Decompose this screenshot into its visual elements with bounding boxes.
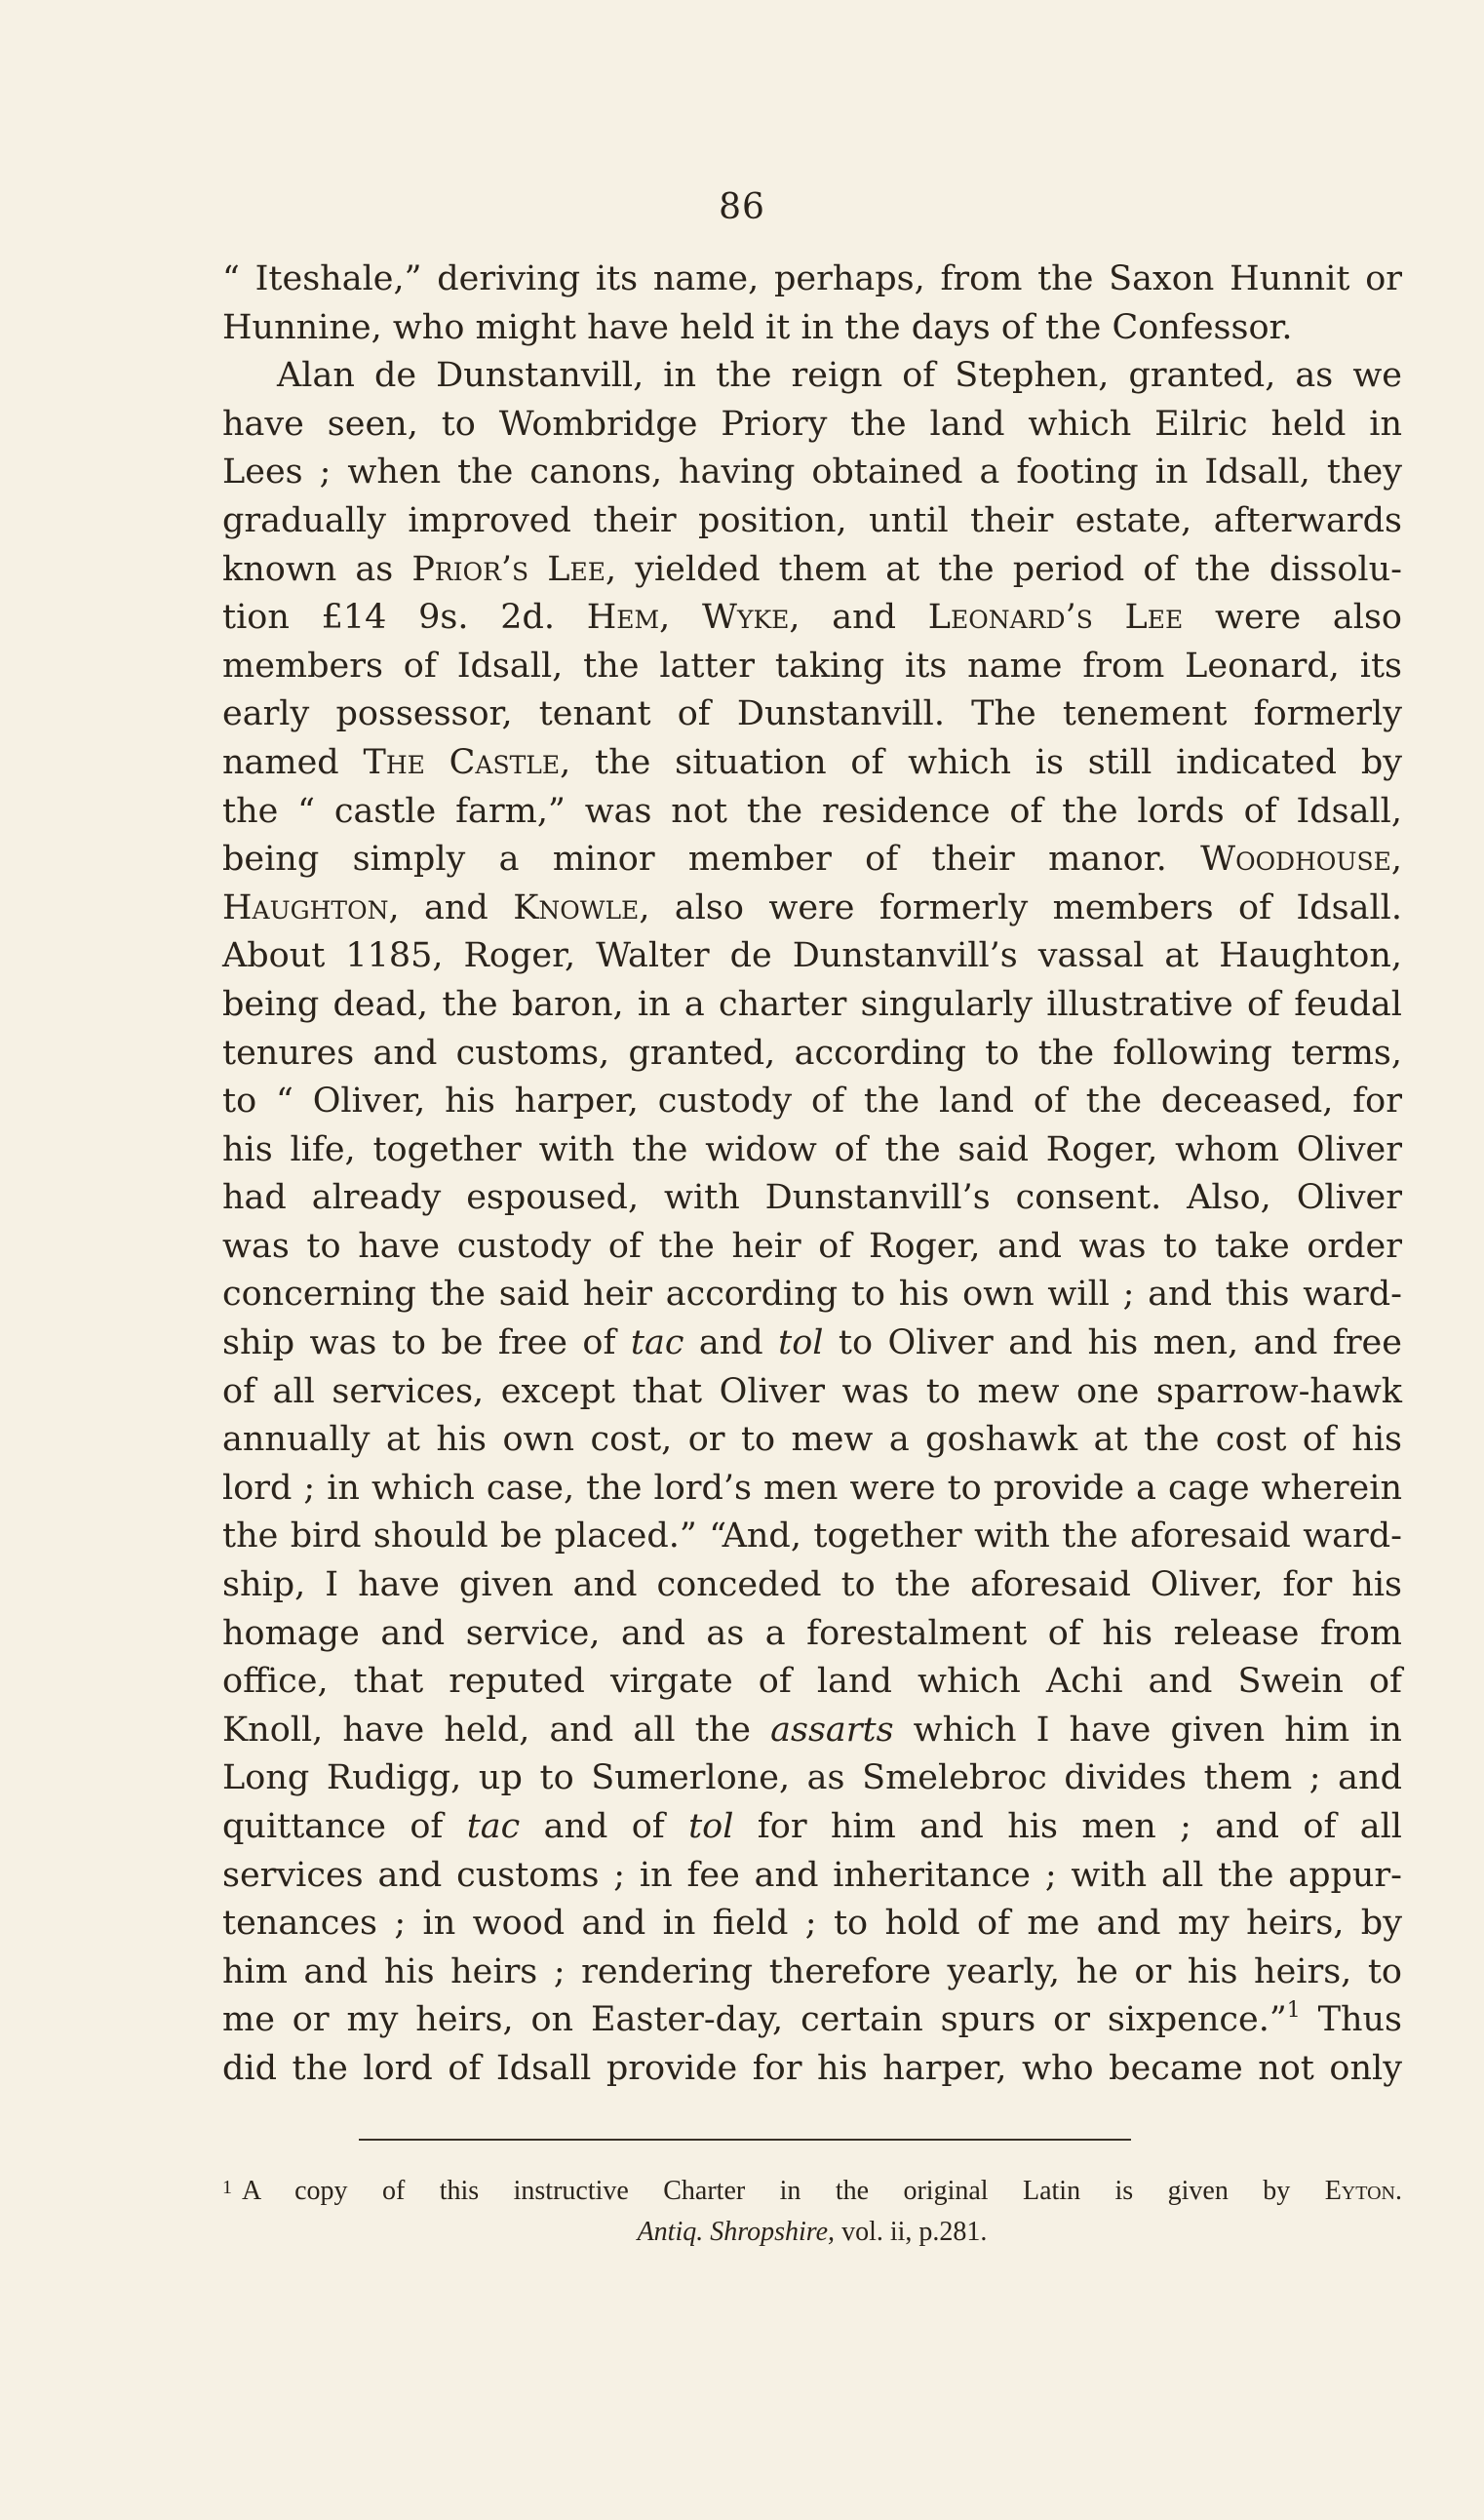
text-line: named The Castle, the situation of which is still indicated by [222,742,1402,782]
place-name: Hem [586,598,660,638]
text-line: early possessor, tenant of Dunstanvill. The tenement formerly [222,694,1402,734]
text-line: tenances ; in wood and in field ; to hold of me and my heirs, by [222,1904,1402,1944]
text-line: About 1185, Roger, Walter de Dunstanvill’s vassal at Haughton, [222,936,1402,976]
latin-term: tol [778,1323,824,1363]
latin-term: tol [688,1807,734,1846]
latin-term: tac [630,1323,684,1363]
text-line: services and customs ; in fee and inheritance ; with all the appur- [222,1855,1402,1895]
body-text [222,256,1402,2094]
text-line: me or my heirs, on Easter-day, certain spurs or sixpence.”$^1$ Thus [222,1997,1402,2040]
place-name: Woodhouse [1200,840,1391,880]
text-line: tenures and customs, granted, according to the following terms, [222,1033,1402,1073]
place-name: Haughton [222,887,389,927]
text-line: gradually improved their position, until their estate, afterwards [222,500,1402,540]
text-line: Knoll, have held, and all the assarts which I have given him in [222,1710,1402,1750]
place-name: Leonard’s Lee [927,598,1184,638]
footnote-marker: 1 [222,2177,232,2198]
latin-term: assarts [770,1710,894,1750]
text-line: have seen, to Wombridge Priory the land which Eilric held in [222,404,1402,444]
text-line: him and his heirs ; rendering therefore yearly, he or his heirs, to [222,1951,1402,1991]
text-line: Hunnine, who might have held it in the days of the Confessor. [222,307,1293,347]
text-line: “ Iteshale,” deriving its name, perhaps, from the Saxon Hunnit or [222,259,1402,298]
place-name: Knowle [513,887,640,927]
text-line: ship, I have given and conceded to the aforesaid Oliver, for his [222,1565,1402,1605]
footnote-line: $^1$ A copy of this instructive Charter in the original Latin is given by Eyton. [222,2176,1402,2206]
text-line: had already espoused, with Dunstanvill’s consent. Also, Oliver [222,1178,1402,1218]
place-name: The Castle [363,742,561,782]
footnote-divider [359,2139,1131,2141]
text-line: being dead, the baron, in a charter singularly illustrative of feudal [222,984,1402,1024]
text-line: homage and service, and as a forestalment of his release from [222,1613,1402,1653]
text-line: Lees ; when the canons, having obtained a footing in Idsall, they [222,453,1402,492]
text-line: did the lord of Idsall provide for his harper, who became not only [222,2048,1402,2088]
text-line: the “ castle farm,” was not the residence of the lords of Idsall, [222,791,1402,831]
text-line: lord ; in which case, the lord’s men were to provide a cage wherein [222,1468,1402,1508]
text-line: tion £14 9s. 2d. Hem, Wyke, and Leonard’s Lee were also [222,598,1402,638]
footnote-author: Eyton [1324,2176,1395,2206]
text-line: known as Prior’s Lee, yielded them at the period of the dissolu- [222,549,1402,589]
footnote [222,2171,1402,2253]
text-line: Haughton, and Knowle, also were formerly members of Idsall. [222,887,1402,927]
text-line: of all services, except that Oliver was to mew one sparrow-hawk [222,1371,1402,1411]
text-line: office, that reputed virgate of land which Achi and Swein of [222,1662,1402,1702]
place-name: Prior’s Lee [411,549,605,589]
text-line: annually at his own cost, or to mew a goshawk at the cost of his [222,1420,1402,1460]
text-line: was to have custody of the heir of Roger, and was to take order [222,1226,1402,1266]
text-line: ship was to be free of tac and tol to Oliver and his men, and free [222,1323,1402,1363]
footnote-reference: 1 [1286,1997,1301,2023]
text-line: members of Idsall, the latter taking its name from Leonard, its [222,646,1402,686]
footnote-work: Antiq. Shropshire, [637,2217,836,2247]
text-line: Alan de Dunstanvill, in the reign of Stephen, granted, as we [277,356,1402,396]
footnote-line: Antiq. Shropshire, vol. ii, p.281. [637,2217,988,2247]
text-line: the bird should be placed.” “And, together with the aforesaid ward- [222,1516,1402,1556]
text-line: to “ Oliver, his harper, custody of the land of the deceased, for [222,1082,1402,1122]
text-line: quittance of tac and of tol for him and his men ; and of all [222,1807,1402,1846]
text-line: concerning the said heir according to his own will ; and this ward- [222,1275,1402,1315]
text-line: being simply a minor member of their manor. Woodhouse, [222,840,1402,880]
page-number: 86 [719,187,765,227]
place-name: Wyke [701,598,790,638]
latin-term: tac [466,1807,521,1846]
text-line: Long Rudigg, up to Sumerlone, as Smelebroc divides them ; and [222,1758,1402,1798]
text-line: his life, together with the widow of the said Roger, whom Oliver [222,1129,1402,1169]
